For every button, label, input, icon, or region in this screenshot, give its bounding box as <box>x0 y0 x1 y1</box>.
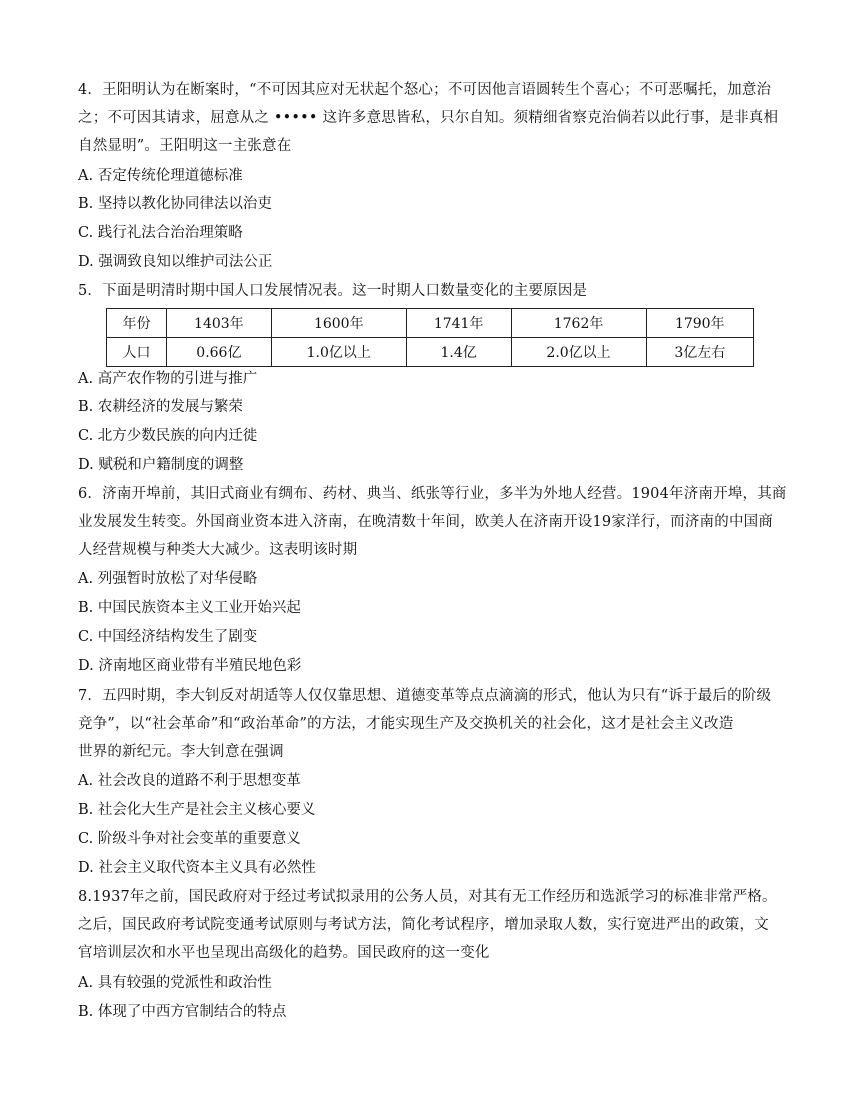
question-8-stem-line: 之后，国民政府考试院变通考试原则与考试方法，简化考试程序，增加录取人数，实行宽进严出的政策，文 <box>78 917 769 933</box>
table-cell: 1.4亿 <box>406 338 511 367</box>
question-8-option-b: B. 体现了中西方官制结合的特点 <box>78 1004 287 1020</box>
question-8-option-a: A. 具有较强的党派性和政治性 <box>78 975 272 991</box>
table-header-row <box>107 309 754 338</box>
question-6-option-b: B. 中国民族资本主义工业开始兴起 <box>78 600 301 616</box>
question-4-stem-line: 之；不可因其请求，屈意从之 ••••• 这许多意思皆私，只尔自知。须精细省察克治倘若以此行事，是非真相 <box>78 110 779 126</box>
table-row <box>107 338 754 367</box>
table-cell: 3亿左右 <box>646 338 753 367</box>
question-4-stem-line: 自然显明”。王阳明这一主张意在 <box>78 138 292 154</box>
question-8-stem-line: 官培训层次和水平也呈现出高级化的趋势。国民政府的这一变化 <box>78 945 490 961</box>
population-table <box>106 308 754 367</box>
question-5-option-a: A. 高产农作物的引进与推广 <box>78 371 258 387</box>
question-7-stem-line: 世界的新纪元。李大钊意在强调 <box>78 744 284 760</box>
question-4-option-b: B. 坚持以教化协同律法以治吏 <box>78 196 272 212</box>
question-5-stem-line: 5．下面是明清时期中国人口发展情况表。这一时期人口数量变化的主要原因是 <box>78 283 588 299</box>
table-cell: 0.66亿 <box>166 338 271 367</box>
table-cell: 1403年 <box>166 309 271 338</box>
question-7-stem-line: 7．五四时期，李大钊反对胡适等人仅仅靠思想、道德变革等点点滴滴的形式，他认为只有“诉于最后的阶级 <box>78 688 772 704</box>
table-cell: 1790年 <box>646 309 753 338</box>
question-7-stem-line: 竞争”，以“社会革命”和“政治革命”的方法，才能实现生产及交换机关的社会化，这才是社会主义改造 <box>78 716 734 732</box>
question-6-stem-line: 业发展发生转变。外国商业资本进入济南，在晚清数十年间，欧美人在济南开设19家洋行，而济南的中国商 <box>78 514 774 530</box>
question-5-option-b: B. 农耕经济的发展与繁荣 <box>78 399 243 415</box>
question-4-option-d: D. 强调致良知以维护司法公正 <box>78 254 273 270</box>
question-4-option-a: A. 否定传统伦理道德标准 <box>78 168 243 184</box>
table-cell: 人口 <box>107 338 167 367</box>
question-4-stem-line: 4．王阳明认为在断案时，“不可因其应对无状起个怒心；不可因他言语圆转生个喜心；不可恶嘱托，加意治 <box>78 82 772 98</box>
table-cell: 1.0亿以上 <box>271 338 406 367</box>
question-7-option-c: C. 阶级斗争对社会变革的重要意义 <box>78 831 301 847</box>
question-6-option-a: A. 列强暂时放松了对华侵略 <box>78 571 258 587</box>
question-6-stem-line: 人经营规模与种类大大减少。这表明该时期 <box>78 542 358 558</box>
table-cell: 1600年 <box>271 309 406 338</box>
question-6-option-d: D. 济南地区商业带有半殖民地色彩 <box>78 658 302 674</box>
question-5-option-d: D. 赋税和户籍制度的调整 <box>78 457 244 473</box>
question-5-option-c: C. 北方少数民族的向内迁徙 <box>78 428 258 444</box>
question-8-stem-line: 8.1937年之前，国民政府对于经过考试拟录用的公务人员，对其有无工作经历和选派学习的标准非常严格。 <box>78 889 777 905</box>
table-cell: 1741年 <box>406 309 511 338</box>
table-cell: 1762年 <box>511 309 646 338</box>
question-7-option-d: D. 社会主义取代资本主义具有必然性 <box>78 860 316 876</box>
question-6-option-c: C. 中国经济结构发生了剧变 <box>78 629 258 645</box>
question-6-stem-line: 6．济南开埠前，其旧式商业有绸布、药材、典当、纸张等行业，多半为外地人经营。1904年济南开埠，其商 <box>78 486 787 502</box>
question-7-option-b: B. 社会化大生产是社会主义核心要义 <box>78 802 316 818</box>
table-cell: 2.0亿以上 <box>511 338 646 367</box>
table-cell: 年份 <box>107 309 167 338</box>
question-7-option-a: A. 社会改良的道路不利于思想变革 <box>78 773 301 789</box>
question-4-option-c: C. 践行礼法合治治理策略 <box>78 225 243 241</box>
